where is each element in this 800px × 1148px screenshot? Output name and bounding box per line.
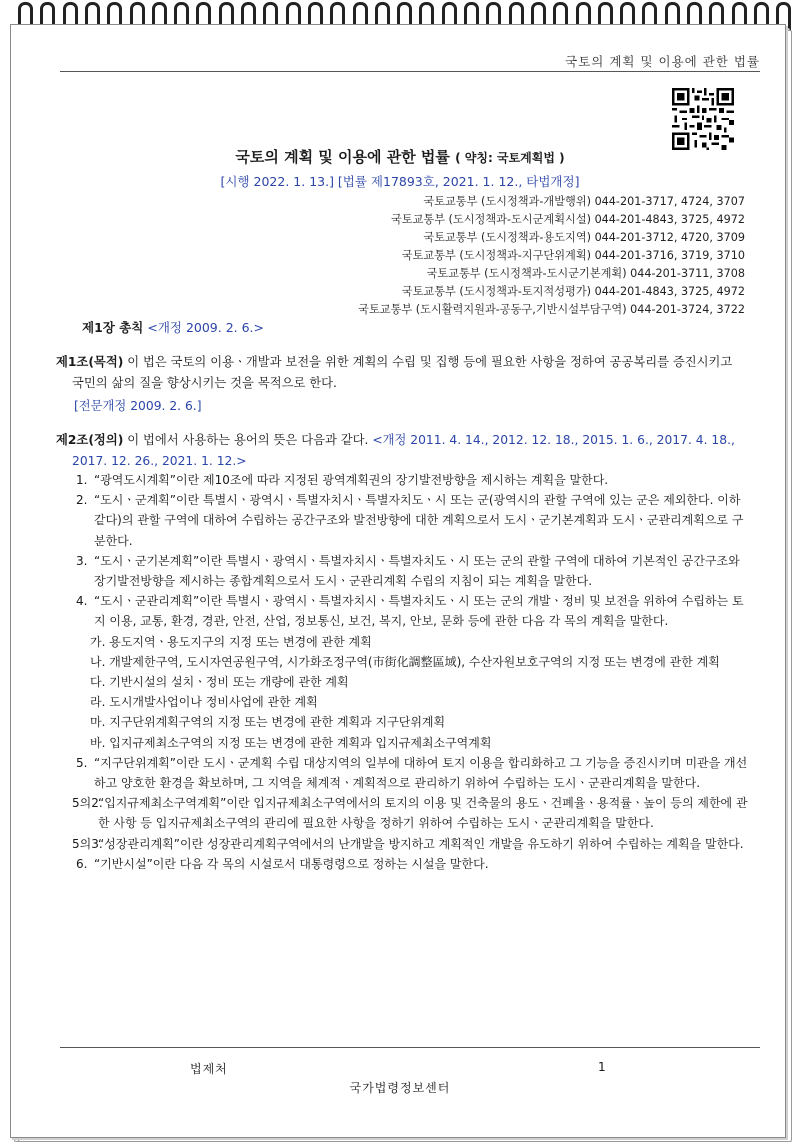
item-text: “기반시설”이란 다음 각 목의 시설로서 대통령령으로 정하는 시설을 말한다. bbox=[94, 856, 489, 871]
item-text: “도시ㆍ군기본계획”이란 특별시ㆍ광역시ㆍ특별자치시ㆍ특별자치도ㆍ시 또는 군의 관할 구역에 대하여 기본적인 공간구조와 장기발전방향을 제시하는 종합계획으로서 도시ㆍ군관리계획 수립의 지침이 되는 계획을 말한다. bbox=[94, 553, 740, 589]
law-title bbox=[0, 146, 800, 167]
sub-item: 바. 입지규제최소구역의 지정 또는 변경에 관한 계획과 입지규제최소구역계획 bbox=[90, 735, 492, 750]
contact-line: 국토교통부 (도시정책과-용도지역) 044-201-3712, 4720, 3709 bbox=[423, 231, 745, 244]
enforcement-info: [시행 2022. 1. 13.] [법률 제17893호, 2021. 1. 12., 타법개정] bbox=[220, 174, 580, 189]
list-item bbox=[76, 854, 748, 874]
ministry-contacts bbox=[358, 193, 745, 319]
sub-item: 나. 개발제한구역, 도시자연공원구역, 시가화조정구역(市街化調整區域), 수산자원보호구역의 지정 또는 변경에 관한 계획 bbox=[90, 654, 720, 669]
sub-item: 가. 용도지역ㆍ용도지구의 지정 또는 변경에 관한 계획 bbox=[90, 634, 372, 649]
law-title-text: 국토의 계획 및 이용에 관한 법률 bbox=[235, 148, 450, 166]
footer-rule bbox=[60, 1047, 760, 1048]
contact-line: 국토교통부 (도시정책과-개발행위) 044-201-3717, 4724, 3707 bbox=[423, 195, 745, 208]
sub-item: 마. 지구단위계획구역의 지정 또는 변경에 관한 계획과 지구단위계획 bbox=[90, 715, 446, 730]
article-1-text: 이 법은 국토의 이용ㆍ개발과 보전을 위한 계획의 수립 및 집행 등에 필요한 사항을 정하여 공공복리를 증진시키고 국민의 삶의 질을 향상시키는 것을 목적으로 한다. bbox=[72, 355, 733, 390]
item-number: 3. bbox=[76, 553, 88, 568]
page-number: 1 bbox=[598, 1060, 606, 1074]
article-2-text: 이 법에서 사용하는 용어의 뜻은 다음과 같다. bbox=[123, 433, 373, 447]
list-item bbox=[76, 470, 748, 490]
contact-line: 국토교통부 (도시활력지원과-공동구,기반시설부담구역) 044-201-3724, 3722 bbox=[358, 303, 745, 316]
item-text: “입지규제최소구역계획”이란 입지규제최소구역에서의 토지의 이용 및 건축물의 용도ㆍ건폐율ㆍ용적률ㆍ높이 등의 제한에 관한 사항 등 입지규제최소구역의 관리에 필요한 사항을 정하기 위하여 수립하는 도시ㆍ군관리계획을 말한다. bbox=[98, 796, 748, 831]
contact-line: 국토교통부 (도시정책과-도시군기본계획) 044-201-3711, 3708 bbox=[426, 267, 745, 280]
list-item bbox=[72, 834, 748, 854]
definition-list bbox=[72, 470, 748, 874]
article-1-amend-note[interactable]: [전문개정 2009. 2. 6.] bbox=[74, 399, 202, 413]
item-text: “지구단위계획”이란 도시ㆍ군계획 수립 대상지역의 일부에 대하여 토지 이용을 합리화하고 그 기능을 증진시키며 미관을 개선하고 양호한 환경을 확보하며, 그 지역을 체계적ㆍ계획적으로 관리하기 위하여 수립하는 도시ㆍ군관리계획을 말한다. bbox=[94, 755, 748, 791]
header-rule bbox=[60, 71, 760, 72]
article-1-heading: 제1조(목적) bbox=[56, 355, 124, 369]
sub-item: 라. 도시개발사업이나 정비사업에 관한 계획 bbox=[90, 695, 318, 710]
item-text: “도시ㆍ군관리계획”이란 특별시ㆍ광역시ㆍ특별자치시ㆍ특별자치도ㆍ시 또는 군의 개발ㆍ정비 및 보전을 위하여 수립하는 토지 이용, 교통, 환경, 경관, 안전, 산업, 정보통신, 보건, 복지, 안보, 문화 등에 관한 다음 각 목의 계획을 말한다. bbox=[94, 594, 744, 629]
item-text: “광역도시계획”이란 제10조에 따라 지정된 광역계획권의 장기발전방향을 제시하는 계획을 말한다. bbox=[94, 473, 609, 487]
item-number: 5. bbox=[76, 755, 88, 770]
item-number: 5의3. bbox=[72, 836, 103, 851]
item-number: 5의2. bbox=[72, 796, 103, 811]
contact-line: 국토교통부 (도시정책과-도시군계획시설) 044-201-4843, 3725, 4972 bbox=[390, 213, 745, 226]
contact-line: 국토교통부 (도시정책과-지구단위계획) 044-201-3716, 3719, 3710 bbox=[401, 249, 745, 262]
list-item bbox=[76, 753, 748, 793]
item-number: 2. bbox=[76, 493, 88, 508]
list-item bbox=[76, 490, 748, 551]
article-1 bbox=[56, 352, 748, 417]
contact-line: 국토교통부 (도시정책과-토지적성평가) 044-201-4843, 3725, 4972 bbox=[401, 285, 745, 298]
sub-list bbox=[76, 632, 748, 753]
article-2-heading: 제2조(정의) bbox=[56, 433, 124, 447]
item-number: 4. bbox=[76, 594, 88, 609]
running-head: 국토의 계획 및 이용에 관한 법률 bbox=[565, 54, 760, 69]
chapter-amend-note[interactable]: <개정 2009. 2. 6.> bbox=[147, 320, 264, 335]
item-text: “성장관리계획”이란 성장관리계획구역에서의 난개발을 방지하고 계획적인 개발을 유도하기 위하여 수립하는 계획을 말한다. bbox=[98, 836, 744, 851]
item-number: 1. bbox=[76, 473, 88, 487]
footer-center: 국가법령정보센터 bbox=[349, 1081, 451, 1095]
item-text: “도시ㆍ군계획”이란 특별시ㆍ광역시ㆍ특별자치시ㆍ특별자치도ㆍ시 또는 군(광역시의 관할 구역에 있는 군은 제외한다. 이하 같다)의 관할 구역에 대하여 수립하는 공간구조와 발전방향에 대한 계획으로서 도시ㆍ군기본계획과 도시ㆍ군관리계획으로 구분한다. bbox=[94, 493, 744, 548]
chapter-heading bbox=[82, 318, 264, 336]
qr-code-icon[interactable] bbox=[672, 88, 734, 150]
article-2 bbox=[56, 430, 748, 472]
chapter-label: 제1장 총칙 bbox=[82, 320, 144, 335]
list-item bbox=[72, 793, 748, 833]
sub-item: 다. 기반시설의 설치ㆍ정비 또는 개량에 관한 계획 bbox=[90, 675, 349, 690]
footer-source: 법제처 bbox=[190, 1062, 228, 1076]
list-item bbox=[76, 591, 748, 631]
law-abbreviation: ( 약칭: 국토계획법 ) bbox=[455, 151, 565, 165]
article-2-amend-note[interactable]: <개정 2011. 4. 14., 2012. 12. 18., 2015. 1. 6., 2017. 4. 18., 2017. 12. 26., 2021. 1. 12.> bbox=[72, 433, 735, 468]
item-number: 6. bbox=[76, 856, 88, 871]
list-item bbox=[76, 551, 748, 591]
